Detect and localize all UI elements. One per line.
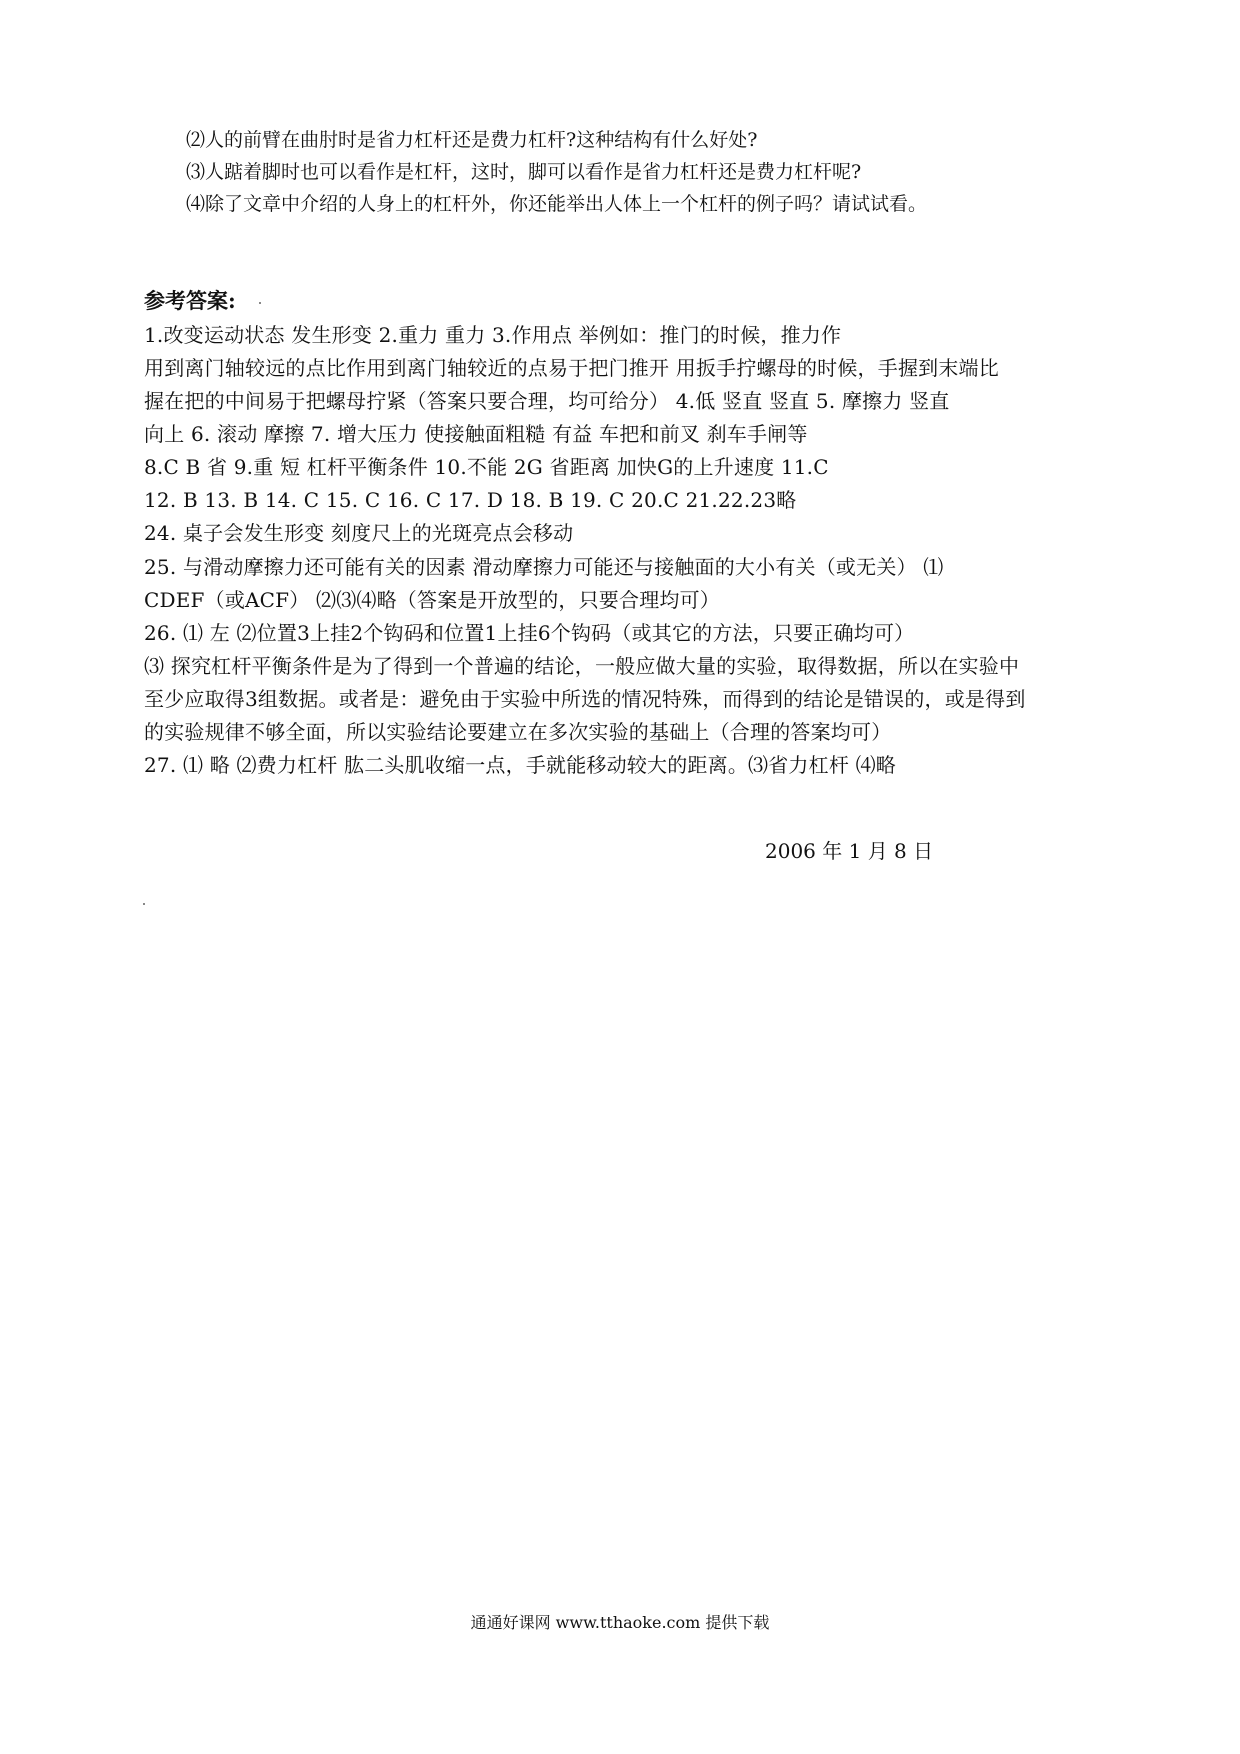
answer-line: 握在把的中间易于把螺母拧紧（答案只要合理，均可给分） 4.低 竖直 竖直 5. 摩擦力 竖直 [144,389,950,413]
question-3: ⑶人踮着脚时也可以看作是杠杆，这时，脚可以看作是省力杠杆还是费力杠杆呢? [186,161,862,183]
document-date: 2006 年 1 月 8 日 [765,839,934,863]
answer-line: 1.改变运动状态 发生形变 2.重力 重力 3.作用点 举例如：推门的时候，推力作 [144,323,842,347]
answer-line: 向上 6. 滚动 摩擦 7. 增大压力 使接触面粗糙 有益 车把和前叉 刹车手闸等 [144,422,808,446]
answer-line: 至少应取得3组数据。或者是：避免由于实验中所选的情况特殊，而得到的结论是错误的，或是得到 [144,687,1026,711]
answer-line: 8.C B 省 9.重 短 杠杆平衡条件 10.不能 2G 省距离 加快G的上升速度 11.C [144,455,829,479]
answer-line: ⑶ 探究杠杆平衡条件是为了得到一个普遍的结论，一般应做大量的实验，取得数据，所以在实验中 [144,654,1020,678]
question-4: ⑷除了文章中介绍的人身上的杠杆外，你还能举出人体上一个杠杆的例子吗？请试试看。 [186,193,928,215]
scan-speck [143,903,145,905]
answer-line: 12. B 13. B 14. C 15. C 16. C 17. D 18. B 19. C 20.C 21.22.23略 [144,488,797,512]
answer-line: CDEF（或ACF） ⑵⑶⑷略（答案是开放型的，只要合理均可） [144,588,720,612]
footer-source: 通通好课网 www.tthaoke.com 提供下载 [470,1613,770,1632]
scan-speck [259,302,261,304]
answer-line: 用到离门轴较远的点比作用到离门轴较近的点易于把门推开 用扳手拧螺母的时候，手握到末端比 [144,356,999,380]
answer-line: 27. ⑴ 略 ⑵费力杠杆 肱二头肌收缩一点，手就能移动较大的距离。⑶省力杠杆 ⑷略 [144,753,896,777]
answer-line: 26. ⑴ 左 ⑵位置3上挂2个钩码和位置1上挂6个钩码（或其它的方法，只要正确均可） [144,621,915,645]
answers-heading: 参考答案: [144,288,236,313]
answer-line: 25. 与滑动摩擦力还可能有关的因素 滑动摩擦力可能还与接触面的大小有关（或无关） ⑴ [144,555,944,579]
answer-line: 24. 桌子会发生形变 刻度尺上的光斑亮点会移动 [144,521,574,545]
answer-line: 的实验规律不够全面，所以实验结论要建立在多次实验的基础上（合理的答案均可） [144,720,892,744]
question-2: ⑵人的前臂在曲肘时是省力杠杆还是费力杠杆?这种结构有什么好处? [186,129,758,151]
